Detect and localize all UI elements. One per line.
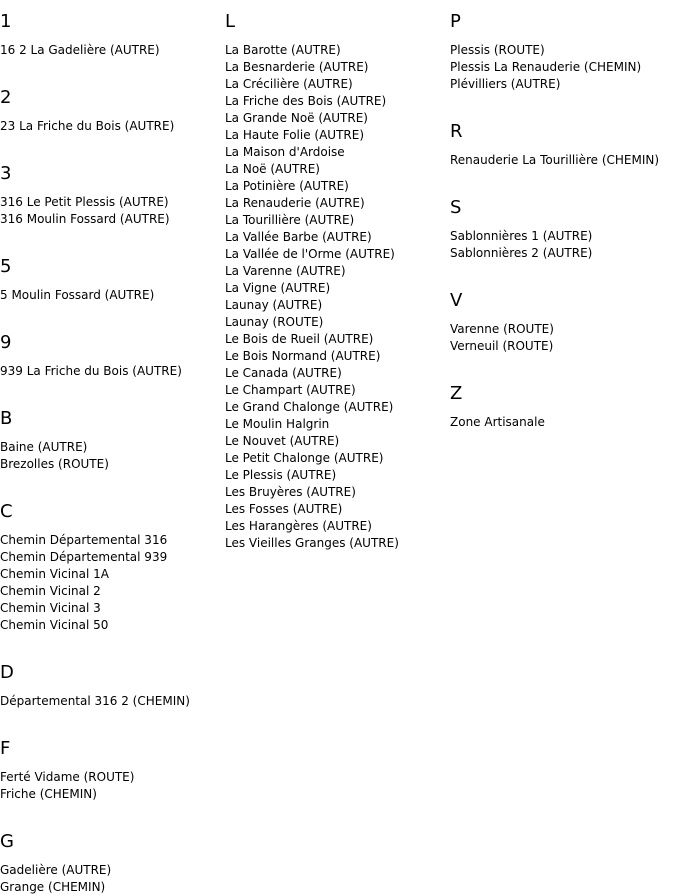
letter-group	[450, 121, 675, 169]
street-list	[0, 194, 225, 228]
street-list-item[interactable]: Le Canada (AUTRE)	[225, 366, 342, 380]
street-list	[0, 693, 225, 710]
street-list-item[interactable]: Friche (CHEMIN)	[0, 787, 97, 801]
letter-heading: V	[450, 290, 463, 311]
street-list-item[interactable]: Le Moulin Halgrin	[225, 417, 330, 431]
street-list-item[interactable]: Plévilliers (AUTRE)	[450, 77, 561, 91]
street-list-item[interactable]: Le Champart (AUTRE)	[225, 383, 356, 397]
street-list-item[interactable]: La Besnarderie (AUTRE)	[225, 60, 369, 74]
street-list-item[interactable]: Le Nouvet (AUTRE)	[225, 434, 340, 448]
letter-group	[0, 11, 225, 59]
letter-group	[0, 501, 225, 634]
letter-heading: 2	[0, 87, 12, 108]
letter-group	[450, 11, 675, 93]
street-list-item[interactable]: Ferté Vidame (ROUTE)	[0, 770, 135, 784]
street-list-item[interactable]: Le Grand Chalonge (AUTRE)	[225, 400, 394, 414]
index-column-2	[225, 0, 450, 552]
street-list-item[interactable]: Plessis (ROUTE)	[450, 43, 545, 57]
letter-group	[0, 163, 225, 228]
street-list	[450, 414, 675, 431]
street-list-item[interactable]: La Barotte (AUTRE)	[225, 43, 341, 57]
street-list	[0, 439, 225, 473]
letter-heading: G	[0, 831, 14, 852]
street-list-item[interactable]: Chemin Vicinal 50	[0, 618, 109, 632]
street-list-item[interactable]: La Maison d'Ardoise	[225, 145, 345, 159]
street-list-item[interactable]: La Haute Folie (AUTRE)	[225, 128, 365, 142]
street-list-item[interactable]: Le Bois de Rueil (AUTRE)	[225, 332, 374, 346]
street-list-item[interactable]: Sablonnières 1 (AUTRE)	[450, 229, 593, 243]
letter-heading: P	[450, 11, 461, 32]
street-list-item[interactable]: Les Harangères (AUTRE)	[225, 519, 372, 533]
street-list-item[interactable]: Départemental 316 2 (CHEMIN)	[0, 694, 190, 708]
letter-heading: L	[225, 11, 236, 32]
street-list-item[interactable]: La Vallée de l'Orme (AUTRE)	[225, 247, 395, 261]
street-list-item[interactable]: Varenne (ROUTE)	[450, 322, 554, 336]
street-list	[0, 42, 225, 59]
letter-group	[0, 831, 225, 896]
street-list	[0, 287, 225, 304]
letter-heading: 5	[0, 256, 12, 277]
street-list-item[interactable]: Chemin Vicinal 1A	[0, 567, 109, 581]
letter-group	[0, 332, 225, 380]
street-list-item[interactable]: Chemin Départemental 316	[0, 533, 168, 547]
letter-heading: 1	[0, 11, 12, 32]
street-list-item[interactable]: Chemin Vicinal 2	[0, 584, 101, 598]
street-list	[0, 363, 225, 380]
street-list-item[interactable]: La Crécilière (AUTRE)	[225, 77, 353, 91]
letter-group	[450, 383, 675, 431]
street-list-item[interactable]: Gadelière (AUTRE)	[0, 863, 112, 877]
street-list-item[interactable]: Chemin Départemental 939	[0, 550, 168, 564]
street-list	[0, 862, 225, 896]
street-list-item[interactable]: Le Plessis (AUTRE)	[225, 468, 337, 482]
letter-heading: C	[0, 501, 13, 522]
letter-heading: R	[450, 121, 463, 142]
street-list-item[interactable]: La Tourillière (AUTRE)	[225, 213, 355, 227]
street-list	[225, 42, 450, 552]
letter-group	[0, 408, 225, 473]
street-list-item[interactable]: La Potinière (AUTRE)	[225, 179, 349, 193]
street-list-item[interactable]: Baine (AUTRE)	[0, 440, 88, 454]
index-column-3	[450, 0, 675, 431]
letter-group	[0, 256, 225, 304]
street-list	[0, 118, 225, 135]
street-list	[0, 532, 225, 634]
street-list-item[interactable]: 316 Moulin Fossard (AUTRE)	[0, 212, 170, 226]
letter-group	[0, 662, 225, 710]
street-list-item[interactable]: Renauderie La Tourillière (CHEMIN)	[450, 153, 660, 167]
letter-heading: 9	[0, 332, 12, 353]
street-list-item[interactable]: Sablonnières 2 (AUTRE)	[450, 246, 593, 260]
street-list-item[interactable]: Les Vieilles Granges (AUTRE)	[225, 536, 399, 550]
letter-heading: B	[0, 408, 13, 429]
street-list-item[interactable]: Le Petit Chalonge (AUTRE)	[225, 451, 384, 465]
street-list-item[interactable]: 316 Le Petit Plessis (AUTRE)	[0, 195, 169, 209]
letter-group	[450, 197, 675, 262]
street-list-item[interactable]: Brezolles (ROUTE)	[0, 457, 109, 471]
street-list-item[interactable]: La Grande Noë (AUTRE)	[225, 111, 368, 125]
letter-heading: D	[0, 662, 14, 683]
street-list	[0, 769, 225, 803]
street-list-item[interactable]: Grange (CHEMIN)	[0, 880, 106, 894]
street-list-item[interactable]: Launay (AUTRE)	[225, 298, 323, 312]
letter-group	[0, 738, 225, 803]
street-list-item[interactable]: Les Bruyères (AUTRE)	[225, 485, 356, 499]
letter-heading: Z	[450, 383, 463, 404]
street-list	[450, 321, 675, 355]
street-list-item[interactable]: La Vallée Barbe (AUTRE)	[225, 230, 372, 244]
street-list	[450, 228, 675, 262]
index-column-1	[0, 0, 225, 896]
street-list-item[interactable]: 16 2 La Gadelière (AUTRE)	[0, 43, 160, 57]
street-list-item[interactable]: Les Fosses (AUTRE)	[225, 502, 343, 516]
letter-heading: F	[0, 738, 11, 759]
street-list-item[interactable]: 939 La Friche du Bois (AUTRE)	[0, 364, 182, 378]
street-list-item[interactable]: La Noë (AUTRE)	[225, 162, 320, 176]
street-list-item[interactable]: 23 La Friche du Bois (AUTRE)	[0, 119, 175, 133]
street-list-item[interactable]: Launay (ROUTE)	[225, 315, 324, 329]
street-list-item[interactable]: La Varenne (AUTRE)	[225, 264, 346, 278]
letter-group	[225, 11, 450, 552]
letter-heading: S	[450, 197, 462, 218]
street-list-item[interactable]: La Friche des Bois (AUTRE)	[225, 94, 387, 108]
street-list-item[interactable]: La Renauderie (AUTRE)	[225, 196, 365, 210]
street-list	[450, 152, 675, 169]
street-list-item[interactable]: 5 Moulin Fossard (AUTRE)	[0, 288, 155, 302]
street-list-item[interactable]: La Vigne (AUTRE)	[225, 281, 331, 295]
street-list-item[interactable]: Zone Artisanale	[450, 415, 545, 429]
street-list-item[interactable]: Verneuil (ROUTE)	[450, 339, 554, 353]
letter-group	[450, 290, 675, 355]
street-list	[450, 42, 675, 93]
street-list-item[interactable]: Plessis La Renauderie (CHEMIN)	[450, 60, 642, 74]
letter-group	[0, 87, 225, 135]
street-list-item[interactable]: Chemin Vicinal 3	[0, 601, 101, 615]
street-list-item[interactable]: Le Bois Normand (AUTRE)	[225, 349, 381, 363]
letter-heading: 3	[0, 163, 12, 184]
